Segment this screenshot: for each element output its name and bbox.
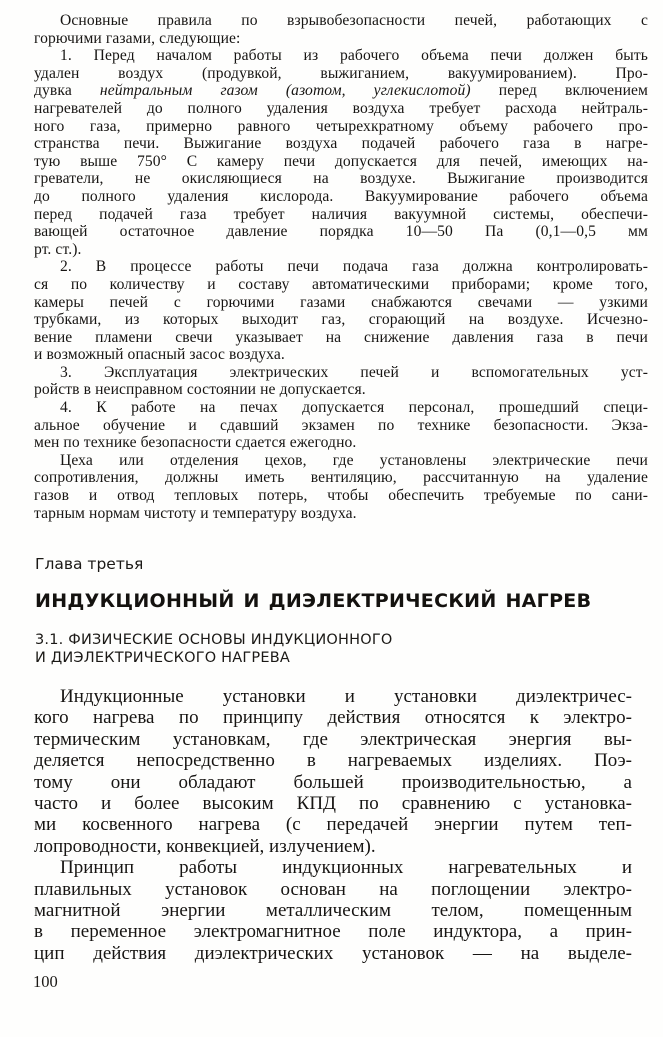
text-line: плавильных установок основан на поглощении электро- bbox=[34, 878, 632, 900]
text-line: кого нагрева по принципу действия относятся к электро- bbox=[34, 707, 632, 729]
text-line: и возможный опасный засос воздуха. bbox=[34, 346, 285, 364]
chapter-title: ИНДУКЦИОННЫЙ И ДИЭЛЕКТРИЧЕСКИЙ НАГРЕВ bbox=[35, 590, 592, 612]
text-line: деляется непосредственно в нагреваемых изделиях. Поэ- bbox=[34, 750, 632, 772]
text-line: до полного удаления кислорода. Вакуумирование рабочего объема bbox=[34, 187, 648, 205]
text-line bbox=[34, 82, 648, 100]
text-line: трубками, из которых выходит газ, сгорающий на воздухе. Исчезно- bbox=[34, 311, 648, 329]
section-heading bbox=[35, 632, 393, 667]
text-line: тарным нормам чистоту и температуру воздуха. bbox=[34, 504, 357, 522]
text-line: ми косвенного нагрева (с передачей энергии путем теп- bbox=[34, 814, 632, 836]
text-line: 3. Эксплуатация электрических печей и вспомогательных уст- bbox=[60, 363, 648, 381]
text-line: ся по количеству и составу автоматическими приборами; кроме того, bbox=[34, 275, 648, 293]
text-line: Цеха или отделения цехов, где установлены электрические печи bbox=[60, 451, 648, 469]
emphasized-text: нейтральным газом (азотом, углекислотой) bbox=[99, 82, 471, 100]
text-line: тую выше 750° С камеру печи допускается для печей, имеющих на- bbox=[34, 152, 648, 170]
chapter-body-text bbox=[34, 686, 632, 964]
text-line: перед подачей газа требует наличия вакуумной системы, обеспечи- bbox=[34, 205, 648, 223]
text-line: тому они обладают большей производительностью, а bbox=[34, 771, 632, 793]
page-number: 100 bbox=[33, 972, 58, 991]
text-line: Основные правила по взрывобезопасности печей, работающих с bbox=[60, 12, 648, 29]
text-line: камеры печей с горючими газами снабжаются свечами — узкими bbox=[34, 293, 648, 311]
text-line: термическим установкам, где электрическая энергия вы- bbox=[34, 728, 632, 750]
text-line: мен по технике безопасности сдается ежегодно. bbox=[34, 434, 357, 452]
text-line: удален воздух (продувкой, выжиганием, вакуумированием). Про- bbox=[34, 64, 648, 82]
safety-rules-text bbox=[34, 12, 648, 522]
text-line: нагревателей до полного удаления воздуха требует расхода нейтраль- bbox=[34, 99, 648, 117]
text-line: вающей остаточное давление порядка 10—50 Па (0,1—0,5 мм bbox=[34, 223, 648, 241]
text-line: рт. ст.). bbox=[34, 240, 82, 258]
text-segment: перед включением bbox=[470, 82, 648, 100]
chapter-kicker: Глава третья bbox=[35, 555, 144, 573]
text-line: вение пламени свечи указывает на снижение давления газа в печи bbox=[34, 328, 648, 346]
text-line: в переменное электромагнитное поле индуктора, а прин- bbox=[34, 921, 632, 943]
text-line: ройств в неисправном состоянии не допускается. bbox=[34, 381, 366, 399]
text-line: ного газа, примерно равного четырехкратному объему рабочего про- bbox=[34, 117, 648, 135]
text-line: Принцип работы индукционных нагревательных и bbox=[60, 857, 632, 879]
text-line: часто и более высоким КПД по сравнению с установка- bbox=[34, 793, 632, 815]
text-line: греватели, не окисляющиеся на воздухе. Выжигание производится bbox=[34, 170, 648, 188]
text-line: странства печи. Выжигание воздуха подачей рабочего газа в нагре- bbox=[34, 135, 648, 153]
text-line: 2. В процессе работы печи подача газа должна контролировать- bbox=[60, 258, 648, 276]
text-line: цип действия диэлектрических установок — на выделе- bbox=[34, 942, 632, 964]
text-line: альное обучение и сдавший экзамен по технике безопасности. Экза- bbox=[34, 416, 648, 434]
text-line: 1. Перед началом работы из рабочего объема печи должен быть bbox=[60, 47, 648, 65]
text-segment: дувка bbox=[34, 82, 100, 100]
section-heading-line1: 3.1. ФИЗИЧЕСКИЕ ОСНОВЫ ИНДУКЦИОННОГО bbox=[35, 632, 393, 648]
text-line: сопротивления, должны иметь вентиляцию, рассчитанную на удаление bbox=[34, 469, 648, 487]
text-line: Индукционные установки и установки диэлектричес- bbox=[60, 686, 632, 707]
text-line: горючими газами, следующие: bbox=[34, 29, 241, 47]
text-line: лопроводности, конвекцией, излучением). bbox=[34, 835, 376, 857]
text-line: 4. К работе на печах допускается персонал, прошедший специ- bbox=[60, 399, 648, 417]
section-heading-line2: И ДИЭЛЕКТРИЧЕСКОГО НАГРЕВА bbox=[35, 649, 290, 666]
text-line: газов и отвод тепловых потерь, чтобы обеспечить требуемые по сани- bbox=[34, 487, 648, 505]
text-line: магнитной энергии металлическим телом, помещенным bbox=[34, 900, 632, 922]
